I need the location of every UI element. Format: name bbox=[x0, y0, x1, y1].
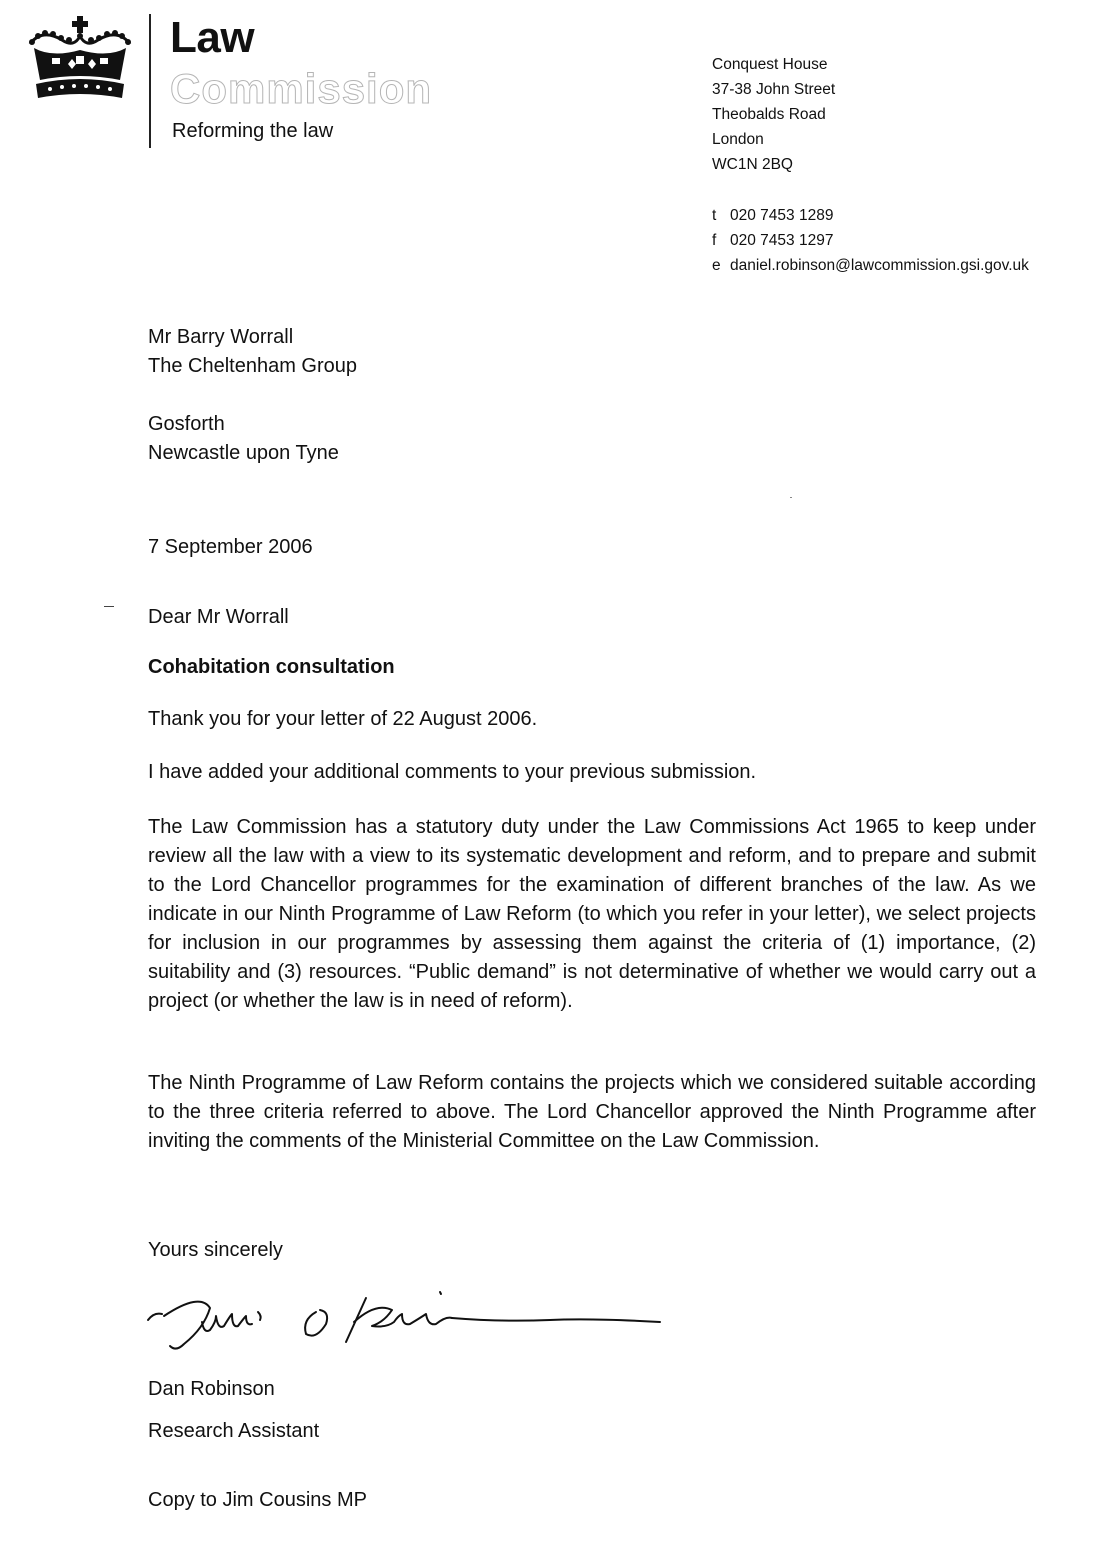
address-line: Conquest House bbox=[712, 56, 828, 73]
address-line: London bbox=[712, 131, 764, 148]
scan-speck bbox=[790, 497, 792, 498]
contact-value: 020 7453 1289 bbox=[730, 207, 834, 224]
contact-fax bbox=[712, 228, 1029, 253]
contact-phone bbox=[712, 203, 1029, 228]
logo-divider bbox=[149, 14, 151, 148]
body-paragraph: I have added your additional comments to your previous submission. bbox=[148, 761, 757, 783]
recipient-address bbox=[148, 323, 357, 381]
body-paragraph: Thank you for your letter of 22 August 2006. bbox=[148, 708, 538, 730]
body-paragraph: The Ninth Programme of Law Reform contains the projects which we considered suitable according to the three criteria referred to above. The Lord Chancellor approved the Ninth Programme after inviting the comments of the Ministerial Committee on the Law Commission. bbox=[148, 1072, 1036, 1152]
body-paragraph: The Law Commission has a statutory duty under the Law Commissions Act 1965 to keep under review all the law with a view to its systematic development and reform, and to prepare and submit to the Lord Chancellor programmes for the examination of different branches of the law. As we indicate in our Ninth Programme of Law Reform (to which you refer in your letter), we select projects for inclusion in our programmes by assessing them against the criteria of (1) importance, (2) suitability and (3) resources. “Public demand” is not determinative of whether we would carry out a project (or whether the law is in need of reform). bbox=[148, 816, 1036, 1012]
subject-line: Cohabitation consultation bbox=[148, 656, 395, 678]
recipient-line: Mr Barry Worrall bbox=[148, 326, 294, 348]
recipient-line: The Cheltenham Group bbox=[148, 355, 358, 377]
contact-key: e bbox=[712, 257, 721, 274]
org-name-line1: Law bbox=[170, 13, 255, 62]
signer-name: Dan Robinson bbox=[148, 1378, 275, 1400]
recipient-line: Gosforth bbox=[148, 413, 225, 435]
copy-to-line: Copy to Jim Cousins MP bbox=[148, 1489, 367, 1511]
sender-contacts bbox=[712, 203, 1029, 278]
scan-mark bbox=[104, 606, 114, 607]
recipient-line: Newcastle upon Tyne bbox=[148, 442, 339, 464]
contact-value: 020 7453 1297 bbox=[730, 232, 834, 249]
recipient-address-locality bbox=[148, 410, 339, 468]
contact-key: t bbox=[712, 207, 717, 224]
address-line: Theobalds Road bbox=[712, 106, 826, 123]
contact-key: f bbox=[712, 232, 717, 249]
sender-address bbox=[712, 52, 835, 177]
royal-crown-icon bbox=[22, 14, 138, 106]
org-name-line2: Commission bbox=[170, 65, 433, 112]
address-line: 37-38 John Street bbox=[712, 81, 836, 98]
handwritten-signature bbox=[140, 1282, 680, 1362]
contact-email bbox=[712, 253, 1029, 278]
contact-value: daniel.robinson@lawcommission.gsi.gov.uk bbox=[730, 257, 1029, 274]
letter-date: 7 September 2006 bbox=[148, 536, 313, 558]
address-line: WC1N 2BQ bbox=[712, 156, 793, 173]
closing: Yours sincerely bbox=[148, 1239, 283, 1261]
signer-title: Research Assistant bbox=[148, 1420, 320, 1442]
salutation: Dear Mr Worrall bbox=[148, 606, 289, 628]
org-tagline: Reforming the law bbox=[172, 120, 334, 142]
